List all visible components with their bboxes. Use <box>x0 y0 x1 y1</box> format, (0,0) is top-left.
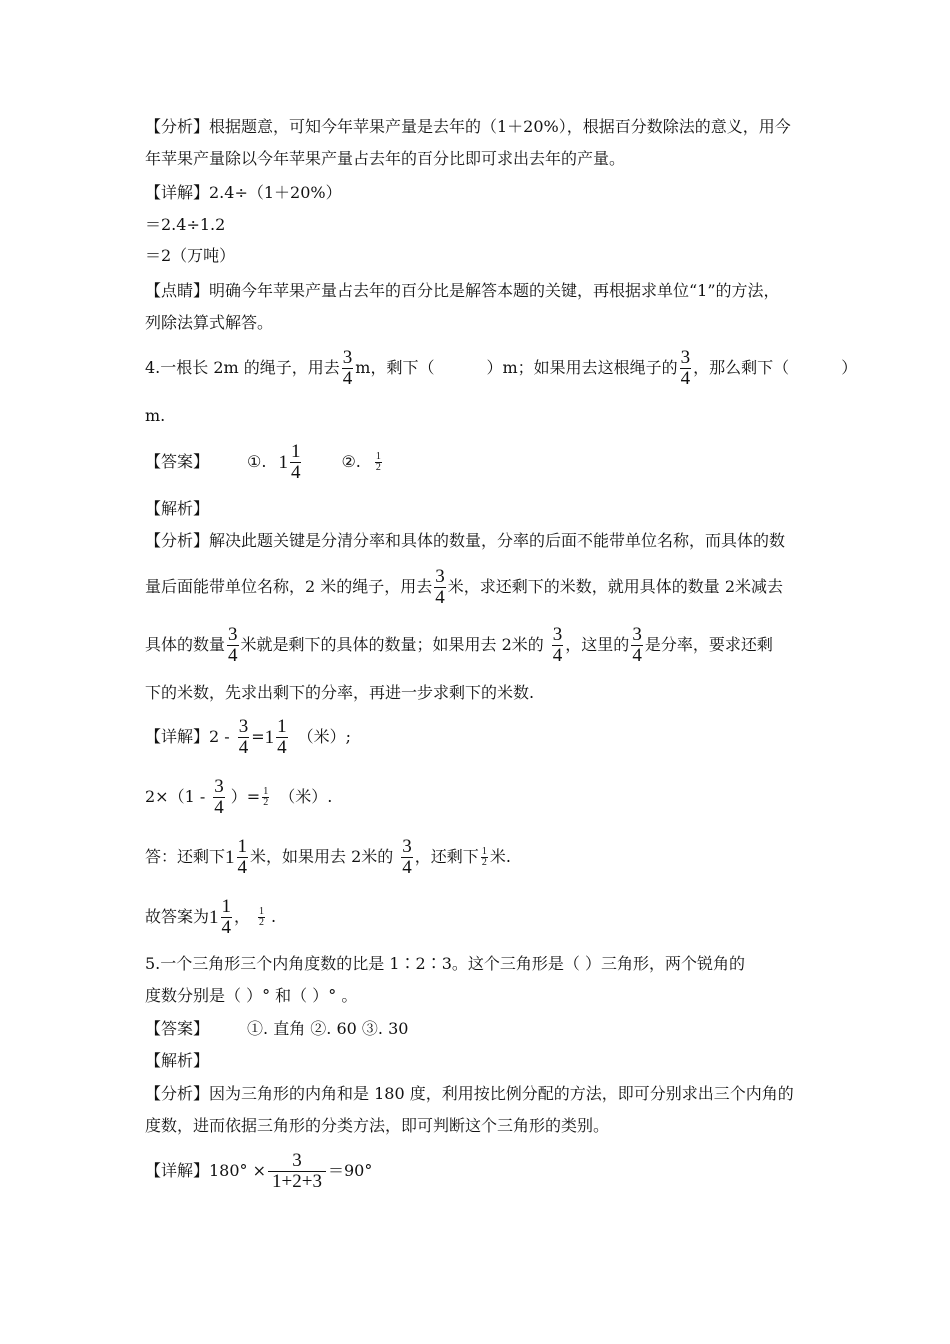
q5-detail: 【详解】180° × $\frac{3}{1+2+3}$ ＝90° <box>145 1150 373 1192</box>
mixed-number-1-1-4: 1 $\frac{1}{4}$ <box>209 896 232 938</box>
q4-analysis-line1: 【分析】解决此题关键是分清分率和具体的数量，分率的后面不能带单位名称，而具体的数 <box>145 531 786 550</box>
q4-jiexi: 【解析】 <box>145 499 210 518</box>
fraction-3-4: $\frac{3}{4}$ <box>238 716 249 758</box>
q3-detail-line1: 【详解】2.4÷（1＋20%） <box>145 183 342 202</box>
q5-analysis-line1: 【分析】因为三角形的内角和是 180 度，利用按比例分配的方法，即可分别求出三个内角的 <box>145 1084 794 1103</box>
fraction-3-4: $\frac{3}{4}$ <box>342 347 353 389</box>
fraction-1-2: $\frac{1}{2}$ <box>263 785 269 808</box>
fraction-1-2: $\frac{1}{2}$ <box>481 845 487 868</box>
fraction-3-4: $\frac{3}{4}$ <box>680 347 691 389</box>
q4-detail-line1: 【详解】2 - $\frac{3}{4}$ = 1 $\frac{1}{4}$ （米）; <box>145 714 351 761</box>
fraction-1-2: $\frac{1}{2}$ <box>375 450 381 473</box>
q4-answer: 【答案】 ①. 1 $\frac{1}{4}$ ②. $\frac{1}{2}$ <box>145 441 381 483</box>
mixed-number-1-1-4: 1 $\frac{1}{4}$ <box>264 716 287 758</box>
q4-analysis-line4: 下的米数，先求出剩下的分率，再进一步求剩下的米数. <box>145 683 535 702</box>
fraction-3-4: $\frac{3}{4}$ <box>402 836 412 878</box>
q3-analysis-line2: 年苹果产量除以今年苹果产量占去年的百分比即可求出去年的产量。 <box>145 149 626 168</box>
fraction-1-2: $\frac{1}{2}$ <box>259 905 265 928</box>
q4-stem-line2: m. <box>145 406 166 425</box>
q5-stem-line2: 度数分别是（ ）° 和（ ）° 。 <box>145 986 358 1005</box>
q4-analysis-line2: 量后面能带单位名称，2 米的绳子，用去 $\frac{3}{4}$ 米，求还剩下的米数，就用具体的数量 2米减去 <box>145 566 784 608</box>
q5-analysis-line2: 度数，进而依据三角形的分类方法，即可判断这个三角形的类别。 <box>145 1116 610 1135</box>
fraction-3-4: $\frac{3}{4}$ <box>228 624 238 666</box>
mixed-number-1-1-4: 1 $\frac{1}{4}$ <box>225 836 248 878</box>
mixed-number-1-1-4: 1 $\frac{1}{4}$ <box>278 441 301 483</box>
q4-final-answer: 故答案为 1 $\frac{1}{4}$ ， $\frac{1}{2}$ . <box>145 894 276 941</box>
fraction-3-over-1-2-3: $\frac{3}{1+2+3}$ <box>268 1151 326 1192</box>
q5-jiexi: 【解析】 <box>145 1051 210 1070</box>
q4-analysis-line3: 具体的数量 $\frac{3}{4}$ 米就是剩下的具体的数量；如果用去 2米的 $\frac{3}{4}$ ，这里的 $\frac{3}{4}$ 是分率，要求还剩 <box>145 624 773 666</box>
q3-detail-line3: ＝2（万吨） <box>145 246 236 265</box>
q3-detail-line2: ＝2.4÷1.2 <box>145 215 226 234</box>
q4-answer-sentence: 答：还剩下 1 $\frac{1}{4}$ 米，如果用去 2米的 $\frac{3}{4}$ ，还剩下 $\frac{1}{2}$ 米. <box>145 834 511 881</box>
q3-comment-line2: 列除法算式解答。 <box>145 313 274 332</box>
fraction-3-4: $\frac{3}{4}$ <box>552 624 563 666</box>
q3-analysis-line1: 【分析】根据题意，可知今年苹果产量是去年的（1＋20%），根据百分数除法的意义，用今 <box>145 117 791 136</box>
q5-stem-line1: 5.一个三角形三个内角度数的比是 1∶2∶3。这个三角形是（ ）三角形，两个锐角的 <box>145 954 745 973</box>
q4-detail-line2: 2×（1 - $\frac{3}{4}$ ）= $\frac{1}{2}$ （米）. <box>145 776 333 818</box>
fraction-3-4: $\frac{3}{4}$ <box>214 776 224 818</box>
fraction-3-4: $\frac{3}{4}$ <box>435 566 445 608</box>
q5-answer: 【答案】 ①. 直角 ②. 60 ③. 30 <box>145 1019 409 1038</box>
fraction-3-4: $\frac{3}{4}$ <box>632 624 642 666</box>
q3-comment-line1: 【点睛】明确今年苹果产量占去年的百分比是解答本题的关键，再根据求单位“1”的方法， <box>145 281 780 300</box>
q4-stem-line1: 4.一根长 2m 的绳子，用去 $\frac{3}{4}$ m，剩下（ ）m；如果用去这根绳子的 $\frac{3}{4}$ ，那么剩下（ ） <box>145 347 858 389</box>
